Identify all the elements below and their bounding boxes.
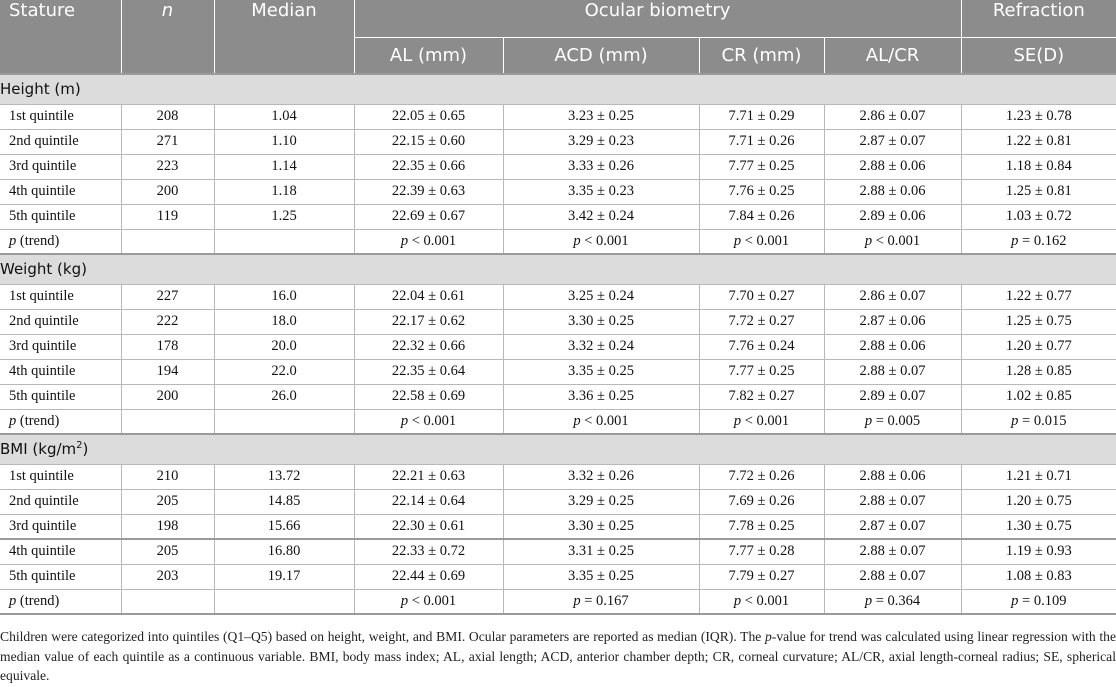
cell-empty [121,409,214,434]
cell-acd: 3.30 ± 0.25 [503,309,699,334]
row-label: 2nd quintile [0,129,121,154]
cell-acd: 3.29 ± 0.23 [503,129,699,154]
header-cr: CR (mm) [699,37,824,74]
cell-al: 22.44 ± 0.69 [354,564,503,589]
cell-acd: 3.32 ± 0.24 [503,334,699,359]
p-symbol: p [864,592,873,609]
trend-label-text: (trend) [19,232,60,249]
p-symbol: p [573,592,581,609]
cell-median: 18.0 [214,309,354,334]
header-ocular-biometry: Ocular biometry [354,0,961,37]
cell-median: 26.0 [214,384,354,409]
p-symbol: p [573,412,581,429]
trend-cr [699,589,824,614]
cell-n: 222 [121,309,214,334]
table-row [0,204,1116,229]
trend-cr [699,229,824,254]
row-label: 4th quintile [0,539,121,564]
cell-al: 22.32 ± 0.66 [354,334,503,359]
cell-n: 271 [121,129,214,154]
cell-acd: 3.32 ± 0.26 [503,464,699,489]
trend-row [0,409,1116,434]
trend-label [0,589,121,614]
cell-empty [214,589,354,614]
table-row [0,489,1116,514]
p-symbol: p [864,412,873,429]
footnote-part1: Children were categorized into quintiles (Q1–Q5) based on height, weight, and BMI. Ocular parameters are reported as median (IQR). The [0,629,765,644]
section-title-text: BMI (kg/m [0,440,77,459]
cell-alcr: 2.88 ± 0.06 [824,464,961,489]
cell-al: 22.35 ± 0.66 [354,154,503,179]
section-row [0,434,1116,464]
cell-cr: 7.71 ± 0.26 [699,129,824,154]
p-symbol: p [400,412,409,429]
row-label: 2nd quintile [0,309,121,334]
cell-median: 16.80 [214,539,354,564]
row-label: 1st quintile [0,464,121,489]
p-symbol: p [400,232,409,249]
cell-alcr: 2.88 ± 0.07 [824,489,961,514]
cell-se: 1.25 ± 0.75 [961,309,1116,334]
section-title-superscript: 2 [76,440,83,452]
row-label: 3rd quintile [0,514,121,539]
trend-acd [503,589,699,614]
p-symbol: p [1011,592,1019,609]
cell-acd: 3.35 ± 0.23 [503,179,699,204]
table-row [0,154,1116,179]
cell-cr: 7.71 ± 0.29 [699,104,824,129]
table-footnote [0,627,1116,686]
cell-cr: 7.82 ± 0.27 [699,384,824,409]
trend-value: < 0.001 [584,412,629,429]
cell-n: 200 [121,179,214,204]
section-row [0,254,1116,284]
cell-cr: 7.76 ± 0.24 [699,334,824,359]
cell-median: 22.0 [214,359,354,384]
table-row [0,464,1116,489]
cell-median: 19.17 [214,564,354,589]
cell-acd: 3.30 ± 0.25 [503,514,699,539]
trend-cr [699,409,824,434]
cell-se: 1.08 ± 0.83 [961,564,1116,589]
cell-alcr: 2.86 ± 0.07 [824,284,961,309]
cell-al: 22.58 ± 0.69 [354,384,503,409]
cell-se: 1.30 ± 0.75 [961,514,1116,539]
trend-value: < 0.001 [584,232,629,249]
cell-cr: 7.77 ± 0.25 [699,359,824,384]
cell-se: 1.22 ± 0.81 [961,129,1116,154]
trend-value: < 0.001 [875,232,921,249]
cell-n: 198 [121,514,214,539]
trend-label [0,409,121,434]
cell-alcr: 2.88 ± 0.06 [824,179,961,204]
p-symbol: p [733,592,742,609]
cell-acd: 3.33 ± 0.26 [503,154,699,179]
cell-se: 1.22 ± 0.77 [961,284,1116,309]
row-label: 3rd quintile [0,154,121,179]
cell-acd: 3.31 ± 0.25 [503,539,699,564]
row-label: 5th quintile [0,384,121,409]
header-n: n [121,0,214,74]
cell-alcr: 2.89 ± 0.07 [824,384,961,409]
cell-al: 22.17 ± 0.62 [354,309,503,334]
cell-empty [214,409,354,434]
trend-value: < 0.001 [744,412,790,429]
cell-al: 22.15 ± 0.60 [354,129,503,154]
cell-cr: 7.79 ± 0.27 [699,564,824,589]
cell-se: 1.19 ± 0.93 [961,539,1116,564]
trend-value: < 0.001 [744,592,790,609]
cell-alcr: 2.87 ± 0.07 [824,514,961,539]
footnote-part2: -value for trend was calculated using linear regression with the median value of each quintile as a continuous variable. BMI, body mass index; AL, axial length; ACD, anterior chamber depth; CR, corneal curvature; AL/CR, axial length-corneal radius; SE, spherical equivale. [0,629,1116,683]
cell-acd: 3.29 ± 0.25 [503,489,699,514]
cell-acd: 3.35 ± 0.25 [503,359,699,384]
table-row [0,284,1116,309]
cell-se: 1.02 ± 0.85 [961,384,1116,409]
cell-cr: 7.70 ± 0.27 [699,284,824,309]
trend-se [961,589,1116,614]
cell-se: 1.20 ± 0.77 [961,334,1116,359]
section-row [0,74,1116,104]
row-label: 4th quintile [0,179,121,204]
cell-al: 22.33 ± 0.72 [354,539,503,564]
cell-median: 20.0 [214,334,354,359]
table-row [0,384,1116,409]
trend-al [354,229,503,254]
p-symbol: p [864,232,873,249]
cell-cr: 7.77 ± 0.25 [699,154,824,179]
cell-n: 223 [121,154,214,179]
cell-se: 1.23 ± 0.78 [961,104,1116,129]
row-label: 5th quintile [0,204,121,229]
cell-acd: 3.42 ± 0.24 [503,204,699,229]
cell-n: 200 [121,384,214,409]
header-row-1 [0,0,1116,37]
cell-empty [121,589,214,614]
cell-alcr: 2.86 ± 0.07 [824,104,961,129]
trend-value: < 0.001 [411,232,457,249]
cell-alcr: 2.88 ± 0.07 [824,564,961,589]
cell-al: 22.21 ± 0.63 [354,464,503,489]
cell-cr: 7.72 ± 0.26 [699,464,824,489]
trend-al [354,409,503,434]
cell-alcr: 2.89 ± 0.06 [824,204,961,229]
row-label: 4th quintile [0,359,121,384]
table-row [0,179,1116,204]
trend-row [0,229,1116,254]
cell-empty [121,229,214,254]
cell-al: 22.39 ± 0.63 [354,179,503,204]
p-symbol: p [9,412,17,429]
trend-value: = 0.167 [584,592,629,609]
header-se: SE(D) [961,37,1116,74]
trend-acd [503,229,699,254]
cell-median: 1.10 [214,129,354,154]
p-symbol: p [733,232,742,249]
table-row [0,539,1116,564]
cell-alcr: 2.88 ± 0.07 [824,539,961,564]
cell-se: 1.18 ± 0.84 [961,154,1116,179]
table-row [0,564,1116,589]
cell-n: 205 [121,539,214,564]
cell-n: 208 [121,104,214,129]
cell-al: 22.05 ± 0.65 [354,104,503,129]
p-symbol: p [400,592,409,609]
p-symbol: p [573,232,581,249]
cell-al: 22.30 ± 0.61 [354,514,503,539]
table-row [0,514,1116,539]
cell-median: 1.04 [214,104,354,129]
header-refraction: Refraction [961,0,1116,37]
cell-cr: 7.77 ± 0.28 [699,539,824,564]
cell-al: 22.69 ± 0.67 [354,204,503,229]
cell-acd: 3.25 ± 0.24 [503,284,699,309]
cell-alcr: 2.87 ± 0.06 [824,309,961,334]
table-row [0,359,1116,384]
table-row [0,334,1116,359]
cell-se: 1.20 ± 0.75 [961,489,1116,514]
cell-median: 14.85 [214,489,354,514]
p-symbol: p [733,412,742,429]
cell-n: 119 [121,204,214,229]
cell-acd: 3.35 ± 0.25 [503,564,699,589]
row-label: 2nd quintile [0,489,121,514]
section-title-end: ) [82,440,89,459]
trend-alcr [824,409,961,434]
cell-se: 1.21 ± 0.71 [961,464,1116,489]
trend-value: < 0.001 [411,412,457,429]
cell-median: 1.14 [214,154,354,179]
trend-alcr [824,229,961,254]
p-symbol: p [1011,232,1019,249]
cell-cr: 7.69 ± 0.26 [699,489,824,514]
cell-median: 1.25 [214,204,354,229]
row-label: 3rd quintile [0,334,121,359]
trend-value: < 0.001 [744,232,790,249]
cell-empty [214,229,354,254]
trend-value: < 0.001 [411,592,457,609]
cell-alcr: 2.88 ± 0.06 [824,334,961,359]
cell-n: 203 [121,564,214,589]
cell-acd: 3.23 ± 0.25 [503,104,699,129]
footnote-p: p [765,629,772,644]
cell-median: 15.66 [214,514,354,539]
cell-n: 210 [121,464,214,489]
table-row [0,129,1116,154]
cell-al: 22.35 ± 0.64 [354,359,503,384]
trend-acd [503,409,699,434]
trend-se [961,409,1116,434]
cell-alcr: 2.88 ± 0.07 [824,359,961,384]
header-acd: ACD (mm) [503,37,699,74]
table-body [0,74,1116,614]
trend-se [961,229,1116,254]
header-median: Median [214,0,354,74]
cell-cr: 7.72 ± 0.27 [699,309,824,334]
trend-value: = 0.109 [1022,592,1067,609]
trend-al [354,589,503,614]
cell-median: 1.18 [214,179,354,204]
cell-cr: 7.84 ± 0.26 [699,204,824,229]
table-row [0,104,1116,129]
section-title-text: Weight (kg) [0,260,87,279]
row-label: 5th quintile [0,564,121,589]
cell-al: 22.14 ± 0.64 [354,489,503,514]
cell-cr: 7.76 ± 0.25 [699,179,824,204]
trend-row [0,589,1116,614]
cell-median: 13.72 [214,464,354,489]
trend-label-text: (trend) [19,412,60,429]
p-symbol: p [9,232,17,249]
cell-n: 178 [121,334,214,359]
trend-value: = 0.364 [875,592,921,609]
trend-label [0,229,121,254]
header-al-cr: AL/CR [824,37,961,74]
row-label: 1st quintile [0,104,121,129]
section-title-text: Height (m) [0,80,81,99]
trend-value: = 0.005 [875,412,921,429]
header-al: AL (mm) [354,37,503,74]
cell-al: 22.04 ± 0.61 [354,284,503,309]
cell-n: 194 [121,359,214,384]
cell-alcr: 2.88 ± 0.06 [824,154,961,179]
cell-n: 227 [121,284,214,309]
cell-n: 205 [121,489,214,514]
cell-cr: 7.78 ± 0.25 [699,514,824,539]
p-symbol: p [1011,412,1019,429]
p-symbol: p [9,592,17,609]
cell-median: 16.0 [214,284,354,309]
trend-alcr [824,589,961,614]
trend-label-text: (trend) [19,592,60,609]
cell-se: 1.03 ± 0.72 [961,204,1116,229]
section-title [0,254,1116,284]
cell-se: 1.25 ± 0.81 [961,179,1116,204]
header-stature: Stature [0,0,121,74]
trend-value: = 0.015 [1022,412,1067,429]
cell-alcr: 2.87 ± 0.07 [824,129,961,154]
cell-acd: 3.36 ± 0.25 [503,384,699,409]
table-row [0,309,1116,334]
cell-se: 1.28 ± 0.85 [961,359,1116,384]
row-label: 1st quintile [0,284,121,309]
section-title [0,74,1116,104]
section-title [0,434,1116,464]
trend-value: = 0.162 [1022,232,1067,249]
